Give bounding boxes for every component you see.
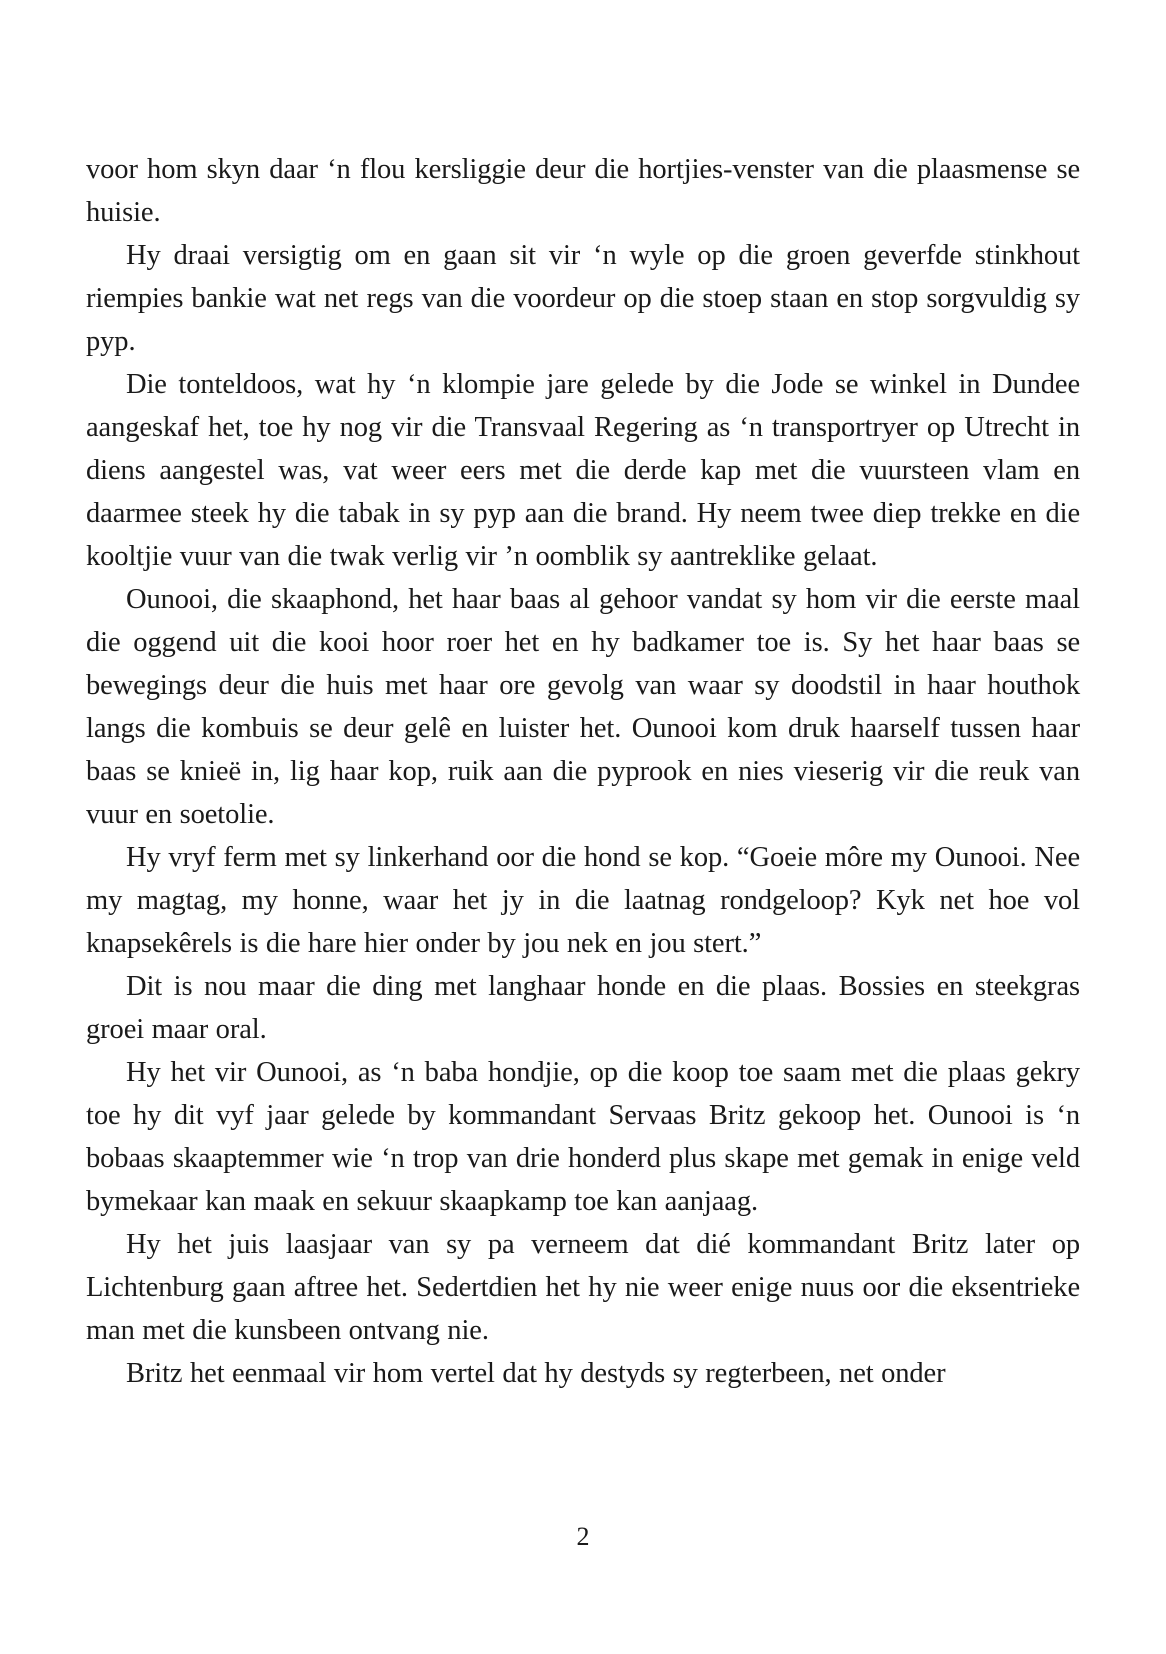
paragraph: Dit is nou maar die ding met langhaar honde en die plaas. Bossies en steekgras groei maar oral. — [86, 971, 1080, 1045]
paragraph: Hy het vir Ounooi, as ‘n baba hondjie, op die koop toe saam met die plaas gekry toe hy dit vyf jaar gelede by kommandant Servaas Britz gekoop het. Ounooi is ‘n bobaas skaaptemmer wie ‘n trop van drie honderd plus skape met gemak in enige veld bymekaar kan maak en sekuur skaapkamp toe kan aanjaag. — [86, 1057, 1080, 1217]
paragraph: voor hom skyn daar ‘n flou kersliggie deur die hortjies-venster van die plaasmense se huisie. — [86, 154, 1080, 228]
paragraph: Ounooi, die skaaphond, het haar baas al gehoor vandat sy hom vir die eerste maal die oggend uit die kooi hoor roer het en hy badkamer toe is. Sy het haar baas se bewegings deur die huis met haar ore gevolg van waar sy doodstil in haar houthok langs die kombuis se deur gelê en luister het. Ounooi kom druk haarself tussen haar baas se knieë in, lig haar kop, ruik aan die pyprook en nies vieserig vir die reuk van vuur en soetolie. — [86, 584, 1080, 830]
paragraph: Die tonteldoos, wat hy ‘n klompie jare gelede by die Jode se winkel in Dundee aangeskaf het, toe hy nog vir die Transvaal Regering as ‘n transportryer op Utrecht in diens aangestel was, vat weer eers met die derde kap met die vuursteen vlam en daarmee steek hy die tabak in sy pyp aan die brand. Hy neem twee diep trekke en die kooltjie vuur van die twak verlig vir ’n oomblik sy aantreklike gelaat. — [86, 369, 1080, 572]
page-number: 2 — [576, 1522, 590, 1551]
paragraph: Britz het eenmaal vir hom vertel dat hy destyds sy regterbeen, net onder — [126, 1358, 946, 1389]
body-text — [86, 148, 1080, 1395]
paragraph: Hy het juis laasjaar van sy pa verneem dat dié kommandant Britz later op Lichtenburg gaan aftree het. Sedertdien het hy nie weer enige nuus oor die eksentrieke man met die kunsbeen ontvang nie. — [86, 1229, 1080, 1346]
paragraph: Hy draai versigtig om en gaan sit vir ‘n wyle op die groen geverfde stinkhout riempies bankie wat net regs van die voordeur op die stoep staan en stop sorgvuldig sy pyp. — [86, 240, 1080, 357]
paragraph: Hy vryf ferm met sy linkerhand oor die hond se kop. “Goeie môre my Ounooi. Nee my magtag, my honne, waar het jy in die laatnag rondgeloop? Kyk net hoe vol knapsekêrels is die hare hier onder by jou nek en jou stert.” — [86, 842, 1080, 959]
